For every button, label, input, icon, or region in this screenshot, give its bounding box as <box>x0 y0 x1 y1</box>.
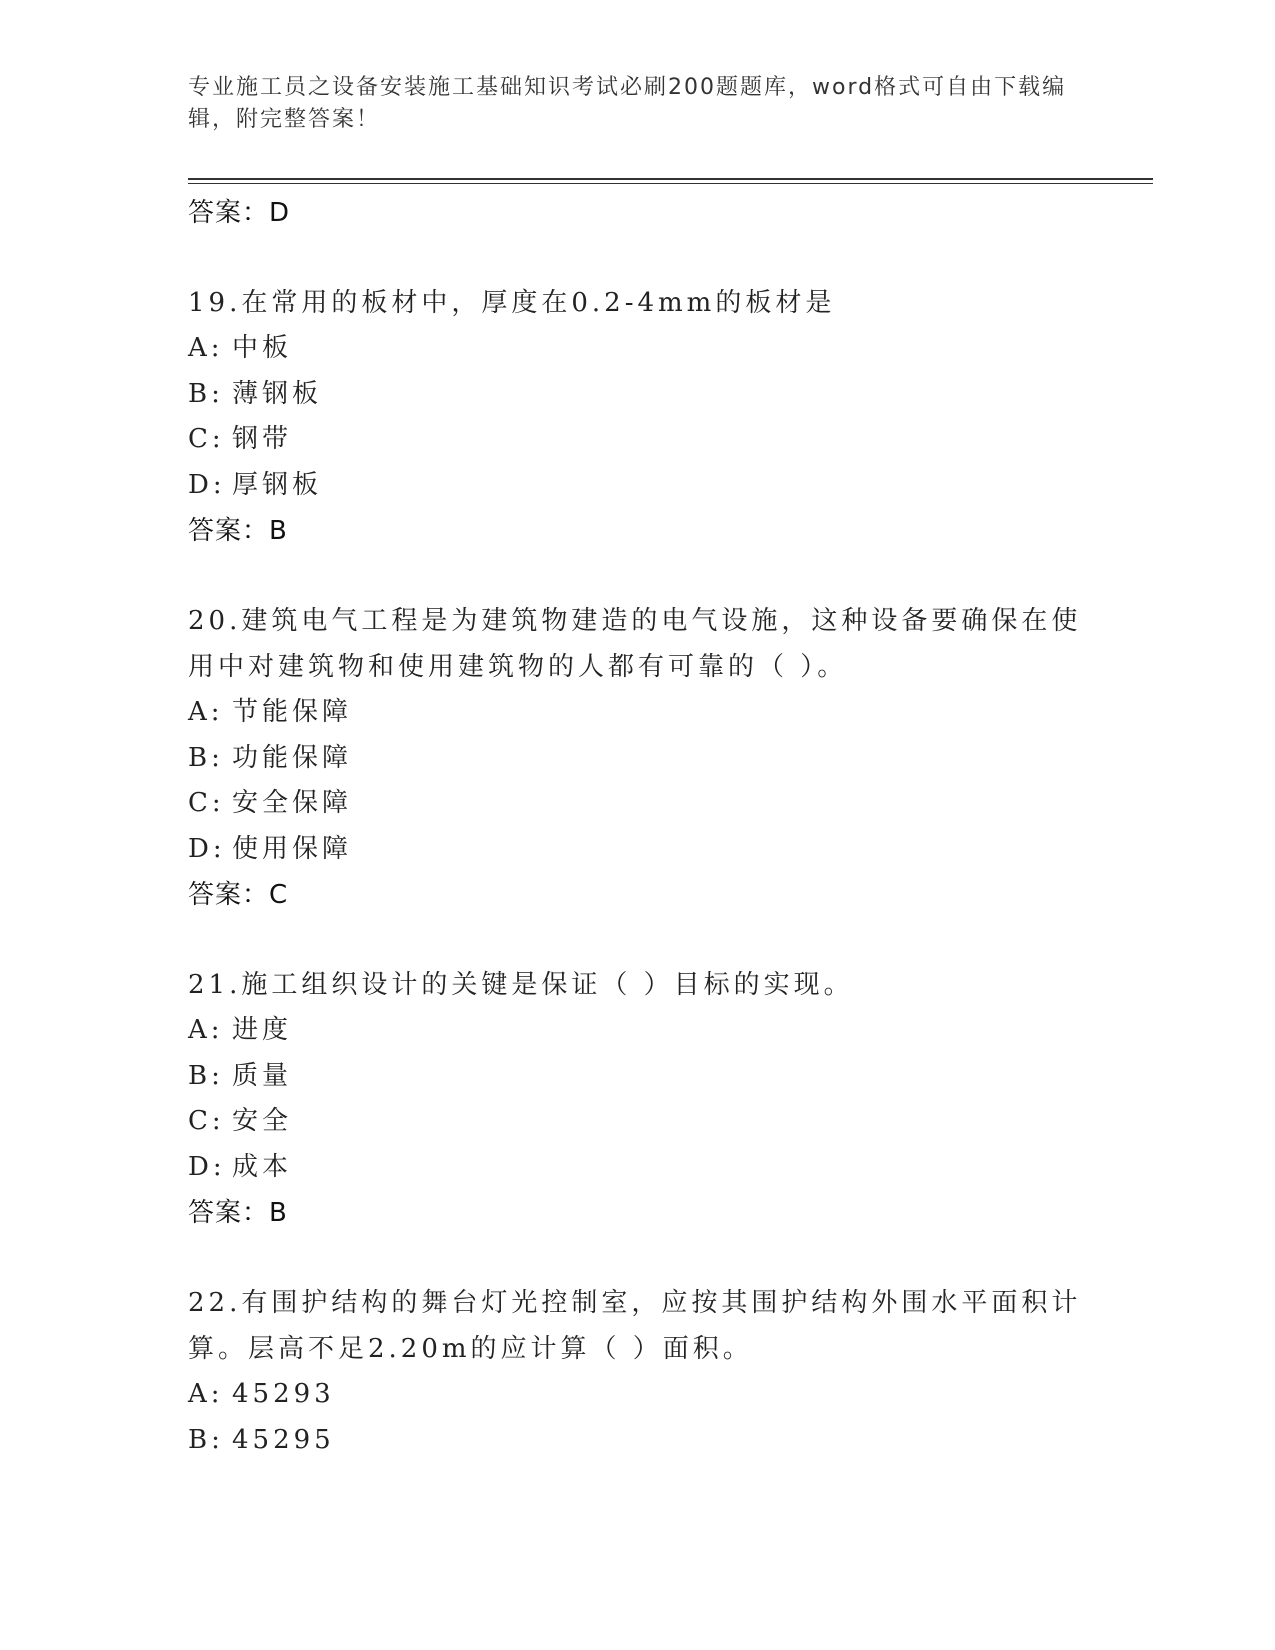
question-21: 21.施工组织设计的关键是保证（ ）目标的实现。 <box>188 970 854 1000</box>
header-divider-thick <box>188 178 1153 180</box>
option-letter: B: <box>188 1424 224 1455</box>
option-text: 钢带 <box>232 424 293 454</box>
option-text: 安全 <box>232 1106 293 1136</box>
option-a <box>188 1008 1088 1054</box>
option-b <box>188 372 1088 418</box>
option-letter: D: <box>188 833 226 864</box>
option-b <box>188 736 1088 782</box>
option-a <box>188 690 1088 736</box>
option-text: 薄钢板 <box>232 378 323 409</box>
option-d <box>188 827 1088 873</box>
option-text: 使用保障 <box>232 833 353 864</box>
option-b <box>188 1054 1088 1100</box>
option-letter: D: <box>188 469 226 500</box>
option-text: 45293 <box>232 1379 335 1409</box>
option-text: 节能保障 <box>232 697 353 727</box>
option-letter: A: <box>188 1379 224 1409</box>
option-c <box>188 417 1088 463</box>
option-letter: A: <box>188 1015 224 1045</box>
question-19: 19.在常用的板材中，厚度在0.2-4mm的板材是 <box>188 288 836 318</box>
answer-line: 答案：B <box>188 1198 288 1228</box>
option-d <box>188 463 1088 509</box>
option-letter: C: <box>188 1106 225 1136</box>
document-header: 专业施工员之设备安装施工基础知识考试必刷200题题库，word格式可自由下载编辑，附完整答案！ <box>188 75 1067 132</box>
option-text: 安全保障 <box>232 788 353 818</box>
option-c <box>188 1099 1088 1145</box>
answer-line: 答案：C <box>188 880 289 910</box>
option-text: 成本 <box>232 1151 293 1182</box>
option-text: 厚钢板 <box>232 469 323 500</box>
question-list <box>188 190 1088 1463</box>
option-letter: B: <box>188 742 224 773</box>
option-letter: C: <box>188 788 225 818</box>
option-letter: B: <box>188 378 224 409</box>
option-text: 中板 <box>232 333 293 363</box>
option-c <box>188 781 1088 827</box>
answer-line: 答案：B <box>188 516 288 546</box>
option-letter: D: <box>188 1151 226 1182</box>
option-letter: A: <box>188 333 224 363</box>
answer-line: 答案：D <box>188 198 291 228</box>
header-divider-thin <box>188 183 1153 184</box>
option-d <box>188 1145 1088 1191</box>
option-letter: C: <box>188 424 225 454</box>
option-text: 进度 <box>232 1015 293 1045</box>
question-22: 22.有围护结构的舞台灯光控制室，应按其围护结构外围水平面积计算。层高不足2.20m的应计算（ ）面积。 <box>188 1288 1082 1364</box>
option-a <box>188 326 1088 372</box>
option-letter: B: <box>188 1060 224 1091</box>
option-letter: A: <box>188 697 224 727</box>
option-text: 功能保障 <box>232 742 353 773</box>
option-text: 45295 <box>232 1424 335 1455</box>
option-text: 质量 <box>232 1060 293 1091</box>
question-20: 20.建筑电气工程是为建筑物建造的电气设施，这种设备要确保在使用中对建筑物和使用建筑物的人都有可靠的（ ）。 <box>188 606 1082 682</box>
option-b <box>188 1418 1088 1464</box>
option-a <box>188 1372 1088 1418</box>
